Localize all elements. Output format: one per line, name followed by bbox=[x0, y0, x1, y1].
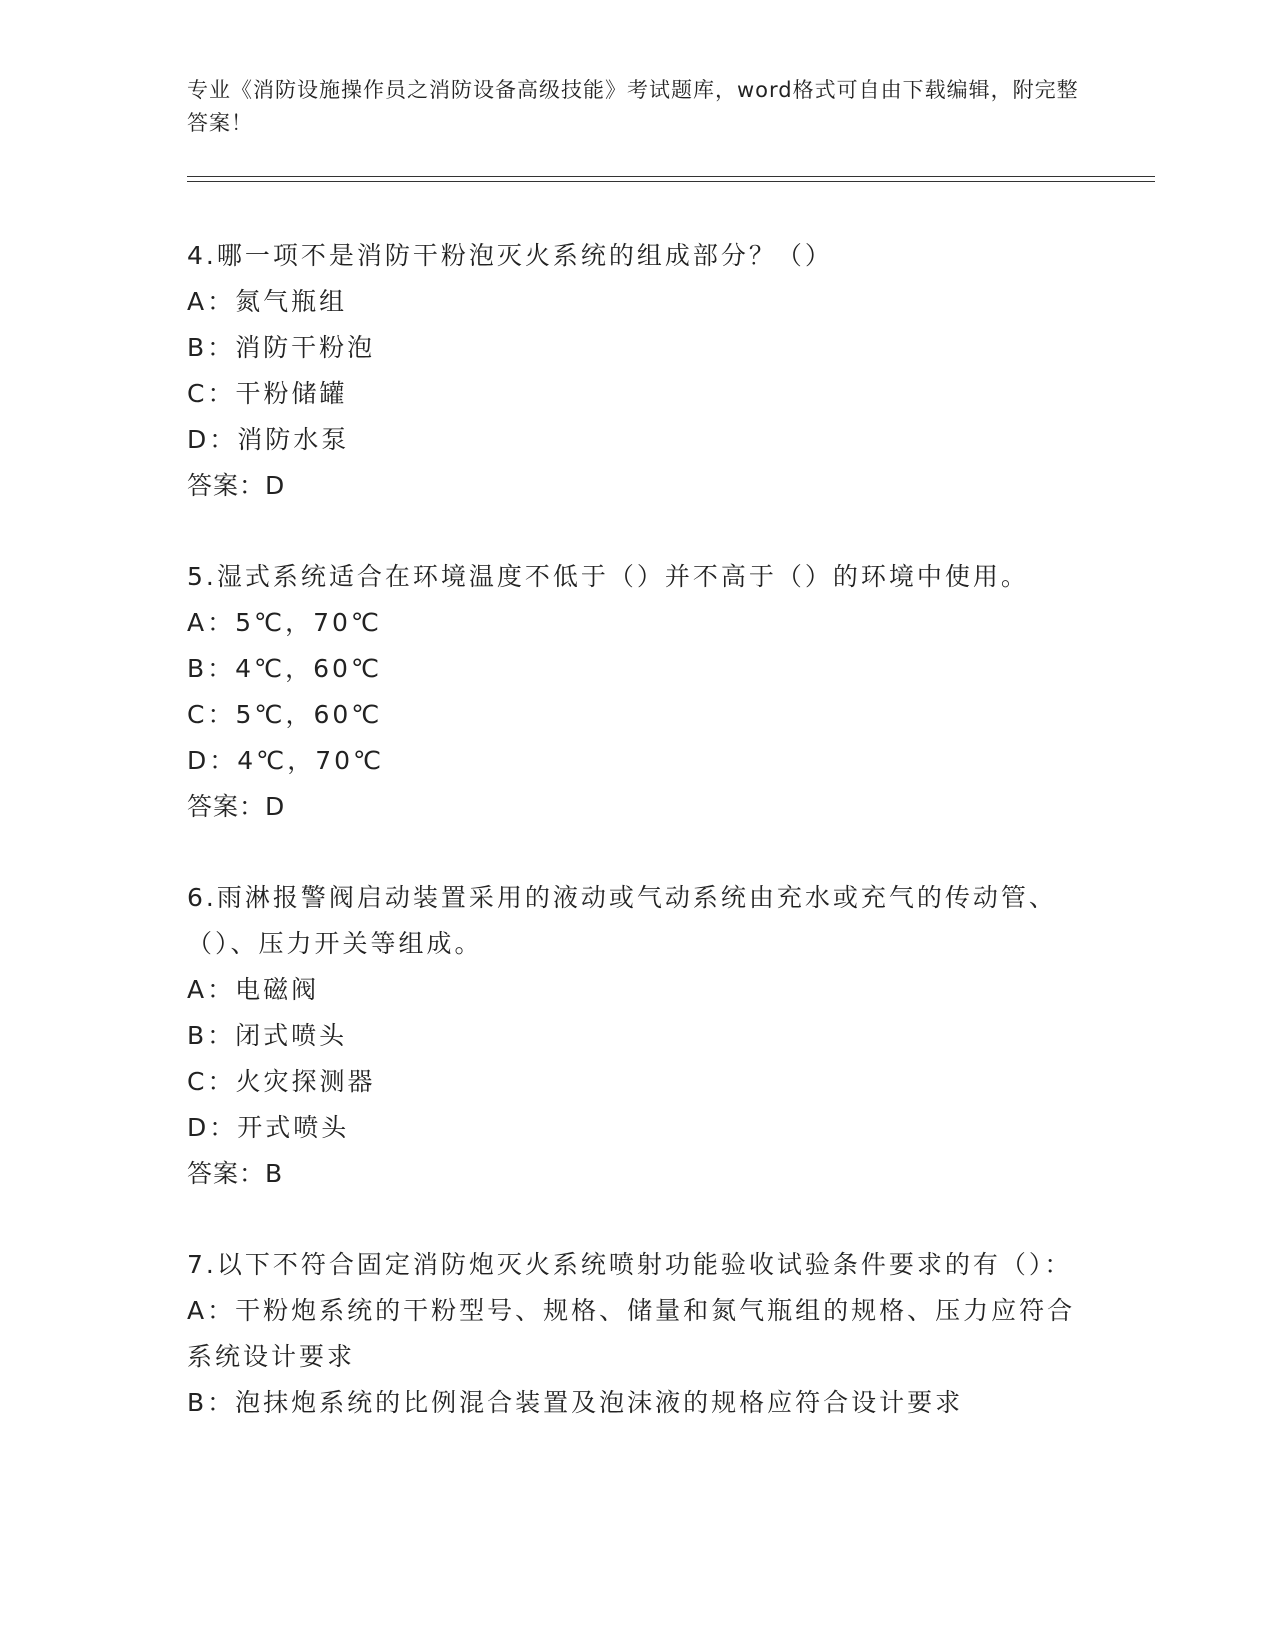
document-header: 专业《消防设施操作员之消防设备高级技能》考试题库，word格式可自由下载编辑，附完整答案！ bbox=[187, 78, 1079, 135]
option-d: D：4℃，70℃ bbox=[187, 746, 385, 775]
option-b: B：泡抹炮系统的比例混合装置及泡沫液的规格应符合设计要求 bbox=[187, 1388, 964, 1417]
option-c: C：5℃，60℃ bbox=[187, 700, 383, 729]
question-4 bbox=[187, 233, 1087, 509]
option-c: C：火灾探测器 bbox=[187, 1067, 376, 1096]
question-text: 7.以下不符合固定消防炮灭火系统喷射功能验收试验条件要求的有（）： bbox=[187, 1250, 1073, 1279]
answer-line: 答案：D bbox=[187, 471, 286, 500]
question-text: 6.雨淋报警阀启动装置采用的液动或气动系统由充水或充气的传动管、（）、压力开关等组成。 bbox=[187, 883, 1057, 958]
option-a: A：干粉炮系统的干粉型号、规格、储量和氮气瓶组的规格、压力应符合系统设计要求 bbox=[187, 1296, 1076, 1371]
header-rule-bottom bbox=[187, 181, 1155, 182]
option-b: B：4℃，60℃ bbox=[187, 654, 383, 683]
option-a: A：电磁阀 bbox=[187, 975, 320, 1004]
answer-line: 答案：D bbox=[187, 792, 286, 821]
question-6 bbox=[187, 875, 1087, 1197]
option-b: B：闭式喷头 bbox=[187, 1021, 348, 1050]
question-list bbox=[187, 233, 1087, 1471]
question-7 bbox=[187, 1242, 1087, 1426]
option-a: A：5℃，70℃ bbox=[187, 608, 382, 637]
option-a: A：氮气瓶组 bbox=[187, 287, 348, 316]
option-d: D：开式喷头 bbox=[187, 1113, 350, 1142]
question-text: 5.湿式系统适合在环境温度不低于（）并不高于（）的环境中使用。 bbox=[187, 562, 1029, 591]
answer-line: 答案：B bbox=[187, 1159, 284, 1188]
question-5 bbox=[187, 554, 1087, 830]
question-text: 4.哪一项不是消防干粉泡灭火系统的组成部分？（） bbox=[187, 241, 833, 270]
header-rule-top bbox=[187, 176, 1155, 177]
option-c: C：干粉储罐 bbox=[187, 379, 348, 408]
option-b: B：消防干粉泡 bbox=[187, 333, 376, 362]
option-d: D：消防水泵 bbox=[187, 425, 350, 454]
